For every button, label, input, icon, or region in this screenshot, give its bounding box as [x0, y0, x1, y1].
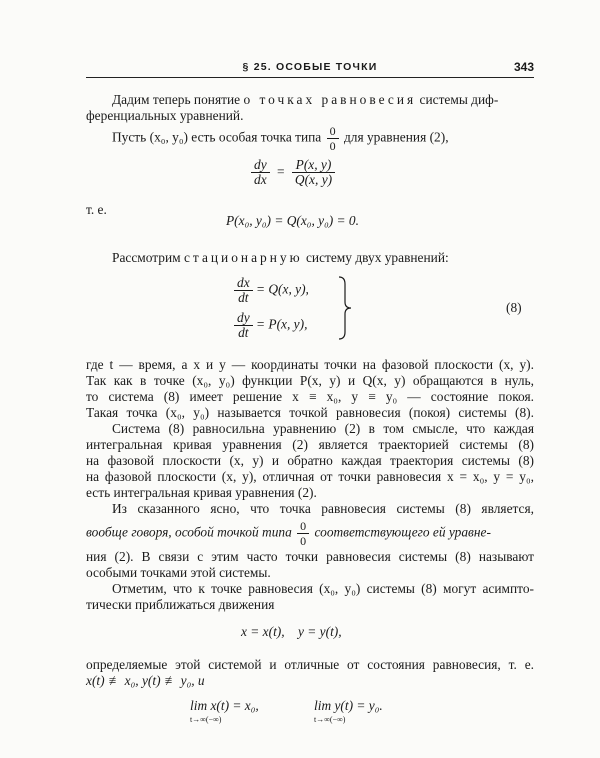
fraction-denominator: 0 — [300, 534, 307, 548]
fraction-numerator: dy — [234, 311, 253, 326]
limit-subscript: t→∞(−∞) — [314, 714, 346, 724]
limit-expression: lim x(t) = x₀, — [190, 698, 259, 713]
paragraph-line — [86, 124, 449, 153]
paragraph-line — [86, 92, 498, 108]
paragraph-line: Из сказанного ясно, что точка равновесия системы (8) является, — [112, 501, 534, 516]
system-equation-2 — [234, 311, 307, 340]
paragraph-line: особыми точками этой системы. — [86, 565, 271, 580]
equation-motions: x = x(t), y = y(t), — [241, 624, 342, 639]
page-number: 343 — [513, 60, 534, 74]
text: системы диф- — [419, 92, 499, 107]
text: систему двух уравнений: — [305, 250, 449, 265]
limit-y — [314, 698, 383, 727]
spaced-term: о точках равновесия — [243, 92, 417, 107]
fraction-numerator: 0 — [297, 519, 309, 534]
paragraph-line: ния (2). В связи с этим часто точки равновесия системы (8) называют — [86, 549, 534, 564]
equation-dy-dx — [251, 158, 335, 187]
italic-text: вообще говоря, особой точкой типа — [86, 524, 292, 540]
fraction-dy-dx — [251, 158, 270, 187]
fraction-denominator: dt — [238, 325, 249, 340]
running-header — [86, 57, 534, 78]
fraction-p-over-q — [292, 158, 335, 187]
equals-sign: = — [277, 163, 285, 179]
limit-expression: lim y(t) = y₀. — [314, 698, 383, 713]
paragraph-line: определяемые этой системой и отличные от состояния равновесия, т. е. — [86, 657, 534, 672]
fraction-numerator: P(x, y) — [292, 158, 335, 173]
paragraph-line: Так как в точке (x₀, y₀) функции P(x, y) и Q(x, y) обращаются в нуль, — [86, 373, 534, 388]
paragraph-line: на фазовой плоскости (x, y) и обратно каждая траектория системы (8) — [86, 453, 534, 468]
paragraph-line: интегральная кривая уравнения (2) является траекторией системы (8) — [86, 437, 534, 452]
fraction-numerator: dx — [234, 276, 253, 291]
equation-label: (8) — [506, 300, 522, 315]
paragraph-line — [86, 250, 449, 266]
spaced-term: стационарную — [183, 250, 303, 265]
fraction-dy-dt — [234, 311, 253, 340]
fraction-zero-over-zero — [327, 124, 339, 153]
paragraph-line: Система (8) равносильна уравнению (2) в том смысле, что каждая — [112, 421, 534, 436]
paragraph-line: где t — время, а x и y — координаты точки на фазовой плоскости (x, y). — [86, 357, 534, 372]
paragraph-line: Отметим, что к точке равновесия (x₀, y₀) системы (8) могут асимпто- — [112, 581, 534, 596]
fraction-numerator: dy — [251, 158, 270, 173]
paragraph-line: x(t) ≢ x₀, y(t) ≢ y₀, и — [86, 673, 205, 688]
fraction-denominator: Q(x, y) — [294, 172, 333, 187]
right-brace-icon — [336, 276, 354, 340]
paragraph-line: есть интегральная кривая уравнения (2). — [86, 485, 317, 500]
paragraph-line: Такая точка (x₀, y₀) называется точкой равновесия (покоя) системы (8). — [86, 405, 534, 420]
fraction-zero-over-zero — [297, 519, 309, 548]
paragraph-line: тически приближаться движения — [86, 597, 275, 612]
text: Дадим теперь понятие — [112, 92, 241, 107]
paragraph-line: на фазовой плоскости (x, y), отличная от точки равновесия x = x₀, y = y₀, — [86, 469, 534, 484]
text-line: т. е. — [86, 202, 107, 217]
text: для уравнения (2), — [343, 129, 449, 145]
fraction-numerator: 0 — [327, 124, 339, 139]
system-equation-1 — [234, 276, 309, 305]
fraction-denominator: dt — [238, 290, 249, 305]
text: Рассмотрим — [112, 250, 181, 265]
equation-rhs: = P(x, y), — [256, 316, 308, 332]
paragraph-line: то система (8) имеет решение x ≡ x₀, y ≡ y₀ — состояние покоя. — [86, 389, 534, 404]
limit-x — [190, 698, 259, 727]
limit-subscript: t→∞(−∞) — [190, 714, 222, 724]
equation-rhs: = Q(x, y), — [256, 281, 309, 297]
fraction-dx-dt — [234, 276, 253, 305]
text: Пусть (x₀, y₀) есть особая точка типа — [112, 129, 322, 145]
paragraph-line — [86, 519, 534, 548]
fraction-denominator: dx — [254, 172, 267, 187]
italic-text: соответствующего ей уравне- — [314, 524, 491, 540]
fraction-denominator: 0 — [329, 139, 336, 153]
equation-equilibrium: P(x₀, y₀) = Q(x₀, y₀) = 0. — [226, 213, 359, 228]
section-title: § 25. ОСОБЫЕ ТОЧКИ — [242, 61, 378, 73]
paragraph-line: ференциальных уравнений. — [86, 108, 244, 123]
